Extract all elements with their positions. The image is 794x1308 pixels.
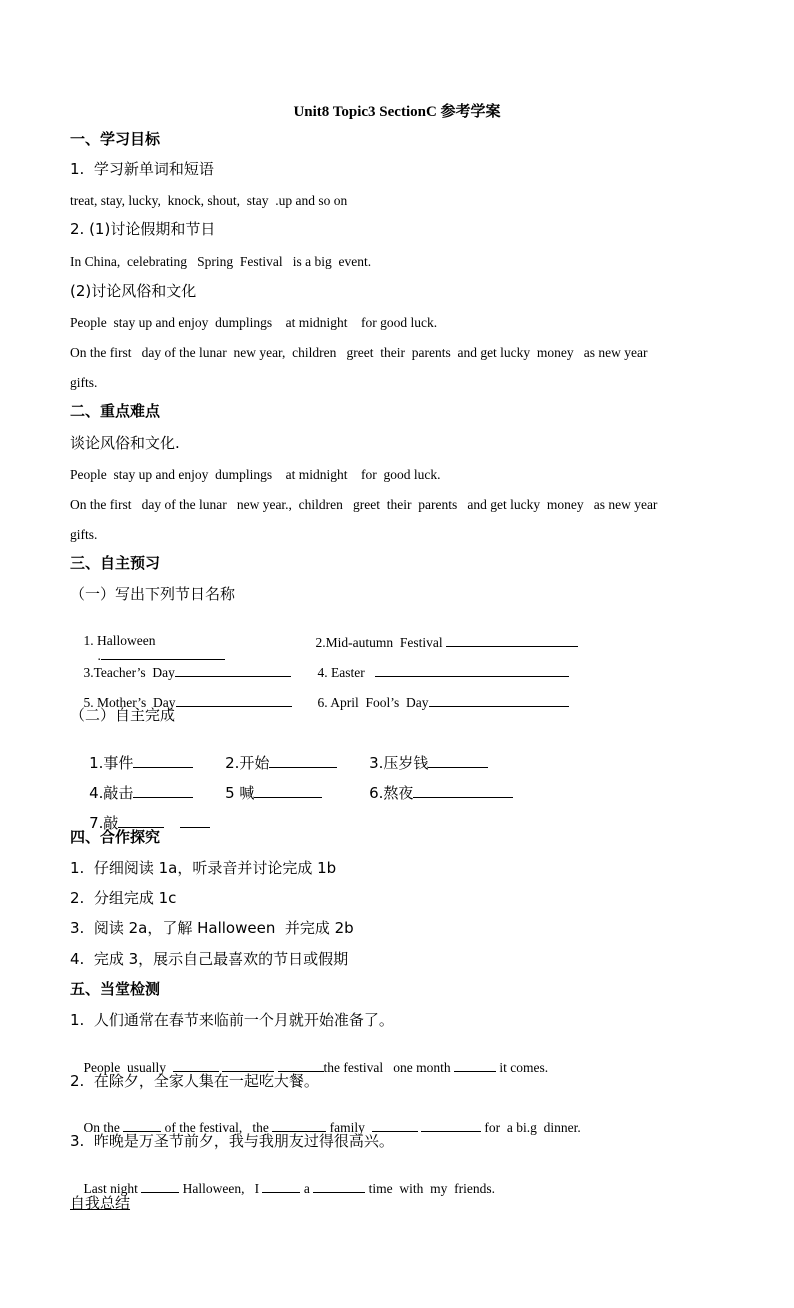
test-1-part-c: it comes. bbox=[499, 1059, 549, 1075]
test-1-chinese: 1. 人们通常在春节来临前一个月就开始准备了。 bbox=[70, 1011, 394, 1029]
explore-1: 1. 仔细阅读 1a，听录音并讨论完成 1b bbox=[70, 859, 337, 877]
test-2-blank-4[interactable] bbox=[421, 1119, 481, 1132]
festival-4-label: 4. Easter bbox=[317, 664, 365, 680]
festival-1-mark: . bbox=[97, 648, 101, 663]
test-1-part-a: People usually bbox=[83, 1059, 166, 1075]
festival-4-blank[interactable] bbox=[375, 664, 569, 677]
word-7-label: 7.敲 bbox=[89, 814, 119, 832]
goal-2-sentence: In China, celebrating Spring Festival is a big event. bbox=[70, 254, 372, 269]
festival-1-label: 1. Halloween bbox=[83, 632, 156, 648]
word-1-blank[interactable] bbox=[133, 755, 193, 768]
test-1-blank-4[interactable] bbox=[454, 1059, 496, 1072]
festival-2-label: 2.Mid-autumn Festival bbox=[315, 634, 443, 650]
festival-6-label: 6. April Fool’s Day bbox=[317, 694, 429, 710]
test-3-part-c: a bbox=[303, 1180, 310, 1196]
self-summary-heading: 自我总结 bbox=[70, 1194, 131, 1212]
word-5-blank[interactable] bbox=[254, 785, 322, 798]
test-2-blank-3[interactable] bbox=[372, 1119, 418, 1132]
section-heading-preview: 三、自主预习 bbox=[70, 554, 161, 572]
test-2-part-a: On the bbox=[83, 1119, 120, 1135]
festival-3-blank[interactable] bbox=[175, 664, 291, 677]
word-7-blank-1[interactable] bbox=[118, 815, 164, 828]
section-heading-explore: 四、合作探究 bbox=[70, 828, 161, 846]
word-4-blank[interactable] bbox=[133, 785, 193, 798]
word-3-label: 3.压岁钱 bbox=[369, 754, 429, 772]
word-5-label: 5 喊 bbox=[225, 784, 255, 802]
test-2-part-b: of the festival, the bbox=[164, 1119, 269, 1135]
section-heading-test: 五、当堂检测 bbox=[70, 980, 161, 998]
test-1-blank-2[interactable] bbox=[222, 1059, 274, 1072]
test-3-part-b: Halloween, I bbox=[182, 1180, 260, 1196]
explore-2: 2. 分组完成 1c bbox=[70, 889, 177, 907]
word-7-blank-2[interactable] bbox=[180, 815, 210, 828]
word-1-label: 1.事件 bbox=[89, 754, 134, 772]
word-3-blank[interactable] bbox=[428, 755, 488, 768]
festival-3-label: 3.Teacher’s Day bbox=[83, 664, 175, 680]
test-3-part-d: time with my friends. bbox=[368, 1180, 495, 1196]
festival-5-label: 5. Mother’s Day bbox=[83, 694, 176, 710]
word-2-blank[interactable] bbox=[269, 755, 337, 768]
key-sentence-2-cont: gifts. bbox=[70, 527, 98, 542]
key-title: 谈论风俗和文化. bbox=[70, 434, 180, 452]
test-2-part-d: for a bi.g dinner. bbox=[484, 1119, 581, 1135]
goal-2-title: 2. (1)讨论假期和节日 bbox=[70, 220, 216, 238]
festival-6 bbox=[304, 680, 569, 723]
section-heading-key-points: 二、重点难点 bbox=[70, 402, 161, 420]
goal-1-title: 1. 学习新单词和短语 bbox=[70, 160, 214, 178]
test-2-blank-1[interactable] bbox=[123, 1119, 161, 1132]
festival-5-blank[interactable] bbox=[176, 694, 292, 707]
word-6-blank[interactable] bbox=[413, 785, 513, 798]
word-5 bbox=[206, 770, 322, 816]
test-2-part-c: family bbox=[329, 1119, 365, 1135]
goal-3-title: (2)讨论风俗和文化 bbox=[70, 282, 197, 300]
section-heading-goals: 一、学习目标 bbox=[70, 130, 161, 148]
goal-3-sentence-2: On the first day of the lunar new year, children greet their parents and get lucky money as new year bbox=[70, 345, 648, 360]
test-1-blank-1[interactable] bbox=[173, 1059, 219, 1072]
preview-part-2-title: （二）自主完成 bbox=[70, 706, 176, 724]
test-3-english bbox=[70, 1166, 495, 1212]
word-6 bbox=[350, 770, 513, 816]
key-sentence-2: On the first day of the lunar new year., children greet their parents and get lucky money as new year bbox=[70, 497, 658, 512]
test-2-chinese: 2. 在除夕，全家人集在一起吃大餐。 bbox=[70, 1072, 319, 1090]
goal-3-sentence-1: People stay up and enjoy dumplings at midnight for good luck. bbox=[70, 315, 438, 330]
key-sentence-1: People stay up and enjoy dumplings at midnight for good luck. bbox=[70, 467, 441, 482]
test-3-blank-3[interactable] bbox=[313, 1180, 365, 1193]
festival-6-blank[interactable] bbox=[429, 694, 569, 707]
word-6-label: 6.熬夜 bbox=[369, 784, 414, 802]
explore-4: 4. 完成 3，展示自己最喜欢的节日或假期 bbox=[70, 950, 349, 968]
test-1-blank-3[interactable] bbox=[278, 1059, 324, 1072]
festival-2-blank[interactable] bbox=[446, 634, 578, 647]
test-3-part-a: Last night bbox=[83, 1180, 138, 1196]
test-3-blank-2[interactable] bbox=[262, 1180, 300, 1193]
test-3-chinese: 3. 昨晚是万圣节前夕，我与我朋友过得很高兴。 bbox=[70, 1132, 394, 1150]
goal-3-sentence-2-cont: gifts. bbox=[70, 375, 98, 390]
explore-3: 3. 阅读 2a，了解 Halloween 并完成 2b bbox=[70, 919, 354, 937]
test-3-blank-1[interactable] bbox=[141, 1180, 179, 1193]
goal-1-words: treat, stay, lucky, knock, shout, stay .up and so on bbox=[70, 193, 348, 208]
word-2-label: 2.开始 bbox=[225, 754, 270, 772]
test-2-blank-2[interactable] bbox=[272, 1119, 326, 1132]
word-4-label: 4.敲击 bbox=[89, 784, 134, 802]
test-1-part-b: the festival one month bbox=[323, 1059, 451, 1075]
page-title: Unit8 Topic3 SectionC 参考学案 bbox=[293, 104, 501, 120]
preview-part-1-title: （一）写出下列节日名称 bbox=[70, 585, 236, 603]
